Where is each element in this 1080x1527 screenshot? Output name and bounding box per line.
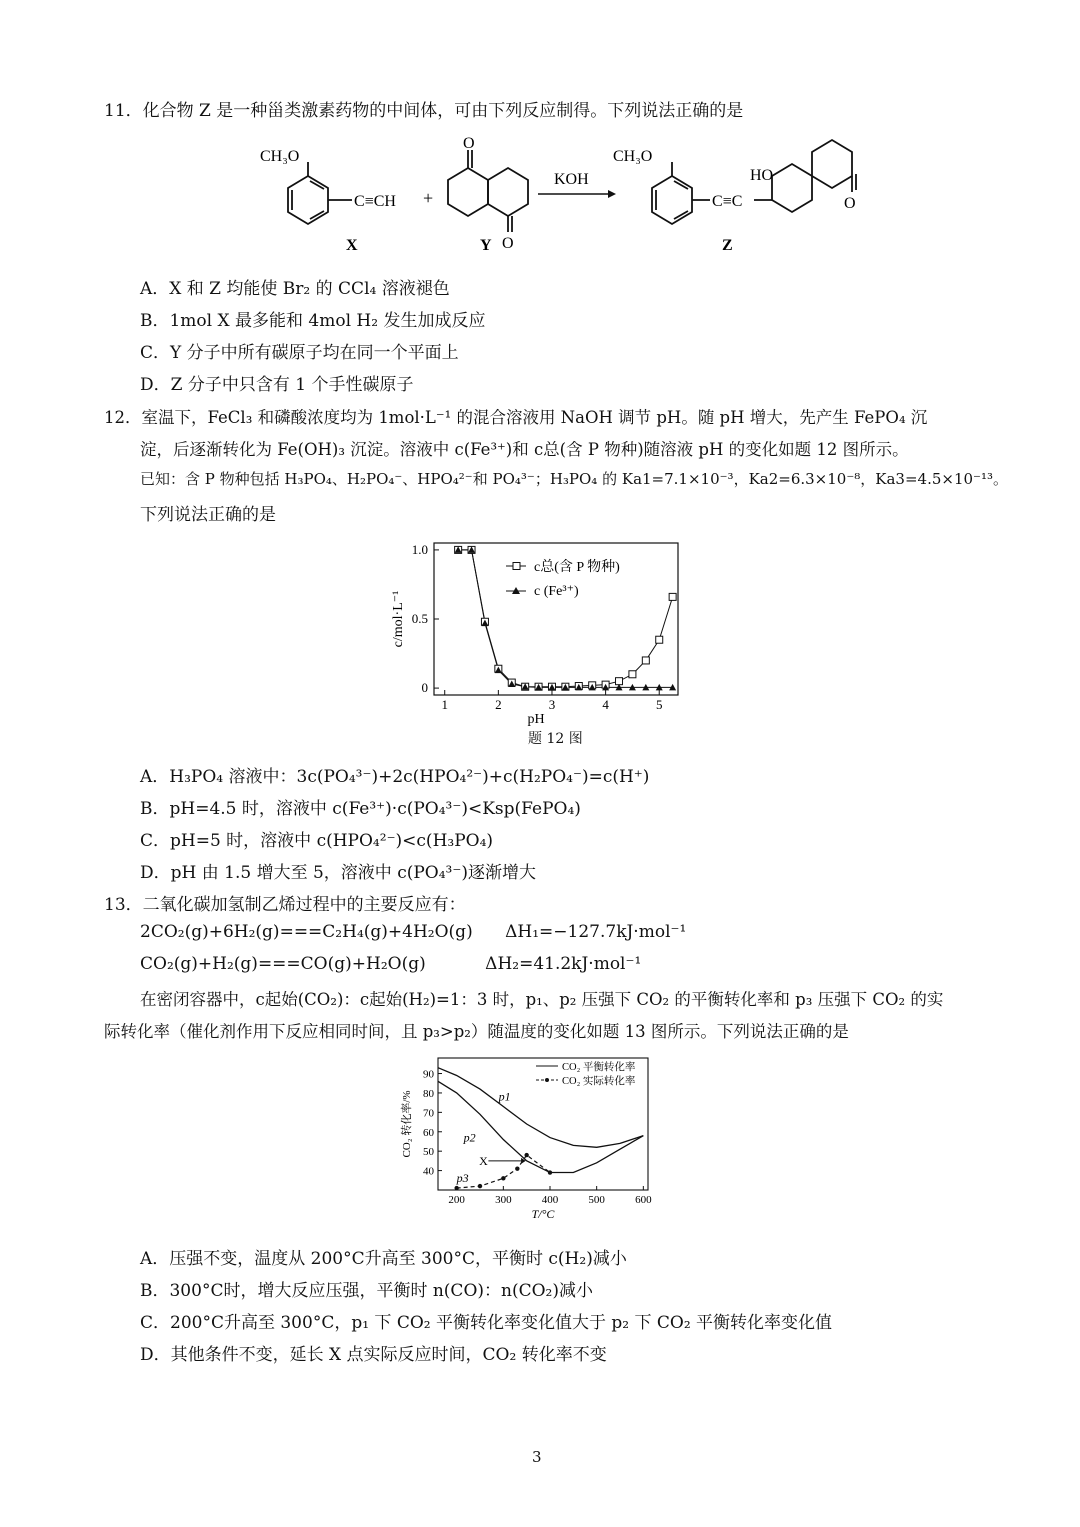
- q13-option-b: B．300°C时，增大反应压强，平衡时 n(CO)：n(CO₂)减小: [140, 1281, 593, 1301]
- x-tick-label: 600: [635, 1194, 652, 1206]
- p-total-point: [616, 678, 623, 685]
- q13-line-1: 13．二氧化碳加氢制乙烯过程中的主要反应有：: [104, 895, 466, 915]
- page-number: 3: [532, 1448, 542, 1466]
- chart-12: [370, 535, 690, 750]
- legend-act-marker: [545, 1078, 549, 1082]
- y-tick-label: 1.0: [411, 541, 428, 557]
- p3-point: [478, 1184, 482, 1188]
- q11-option-c: C．Y 分子中所有碳原子均在同一个平面上: [140, 343, 459, 363]
- methoxy-right: CH₃O: [613, 148, 653, 165]
- x-axis-label: T/°C: [531, 1207, 555, 1221]
- y-tick-label: 50: [423, 1146, 434, 1159]
- y-axis-label: CO₂ 转化率/%: [401, 1090, 413, 1158]
- p-total-point: [669, 593, 676, 600]
- q11-option-d: D．Z 分子中只含有 1 个手性碳原子: [140, 375, 414, 395]
- q13-reaction-1: 2CO₂(g)+6H₂(g)===C₂H₄(g)+4H₂O(g) ΔH₁=−127.7kJ·mol⁻¹: [140, 922, 687, 942]
- p-total-point: [629, 671, 636, 678]
- chart-13: [390, 1050, 690, 1230]
- x-tick-label: 200: [448, 1194, 465, 1206]
- y-tick-label: 70: [423, 1107, 434, 1120]
- y-tick-label: 40: [423, 1165, 434, 1178]
- q11-option-a: A．X 和 Z 均能使 Br₂ 的 CCl₄ 溶液褪色: [140, 279, 450, 299]
- q12-option-d: D．pH 由 1.5 增大至 5，溶液中 c(PO₄³⁻)逐渐增大: [140, 863, 536, 883]
- x-axis-label: pH: [527, 712, 545, 727]
- x-tick-label: 400: [541, 1194, 559, 1206]
- q13-option-a: A．压强不变，温度从 200°C升高至 300°C，平衡时 c(H₂)减小: [140, 1249, 627, 1269]
- p3-point: [515, 1166, 519, 1170]
- q13-reaction-2: CO₂(g)+H₂(g)===CO(g)+H₂O(g) ΔH₂=41.2kJ·mol⁻¹: [140, 954, 642, 974]
- p3-point: [501, 1176, 505, 1180]
- y-tick-label: 80: [423, 1087, 434, 1100]
- x-tick-label: 500: [588, 1194, 605, 1206]
- z-hydroxy: HO: [750, 167, 774, 184]
- legend-p-marker: [513, 563, 520, 570]
- methoxy-left: CH₃O: [260, 148, 300, 165]
- q13-line-5: 际转化率（催化剂作用下反应相同时间，且 p₃>p₂）随温度的变化如题 13 图所示。下列说法正确的是: [104, 1022, 849, 1041]
- p3-point: [548, 1170, 552, 1174]
- p3-curve: [457, 1155, 550, 1188]
- q12-caption: 题 12 图: [528, 731, 583, 747]
- q12-line-4: 下列说法正确的是: [140, 505, 276, 525]
- y-oxygen-bottom: O: [502, 235, 514, 252]
- plus-sign: +: [423, 188, 434, 208]
- q11-option-b: B．1mol X 最多能和 4mol H₂ 发生加成反应: [140, 311, 486, 331]
- q13-option-c: C．200°C升高至 300°C，p₁ 下 CO₂ 平衡转化率变化值大于 p₂ 下 CO₂ 平衡转化率变化值: [140, 1313, 833, 1333]
- q12-option-c: C．pH=5 时，溶液中 c(HPO₄²⁻)<c(H₃PO₄): [140, 831, 494, 851]
- q11-reaction-scheme: [240, 128, 880, 258]
- p-total-point: [656, 636, 663, 643]
- compound-y-structure: [448, 150, 528, 232]
- q11-stem: 11．化合物 Z 是一种甾类激素药物的中间体，可由下列反应制得。下列说法正确的是: [104, 101, 744, 121]
- y-tick-label: 60: [423, 1126, 434, 1139]
- legend-fe-label: c (Fe³⁺): [534, 584, 579, 599]
- label-z: Z: [722, 237, 733, 254]
- q12-option-a: A．H₃PO₄ 溶液中：3c(PO₄³⁻)+2c(HPO₄²⁻)+c(H₂PO₄⁻)=c(H⁺): [140, 767, 650, 787]
- x-point-label: X: [479, 1153, 488, 1168]
- y-oxygen-top: O: [463, 135, 475, 152]
- x-tick-label: 5: [655, 697, 663, 712]
- p-total-point: [642, 657, 649, 664]
- legend-p-label: c总(含 P 物种): [534, 560, 620, 575]
- q13-line-4: 在密闭容器中，c起始(CO₂)：c起始(H₂)=1：3 时，p₁、p₂ 压强下 CO₂ 的平衡转化率和 p₃ 压强下 CO₂ 的实: [140, 990, 944, 1009]
- q12-line-1: 12．室温下，FeCl₃ 和磷酸浓度均为 1mol·L⁻¹ 的混合溶液用 NaOH 调节 pH。随 pH 增大，先产生 FePO₄ 沉: [104, 408, 928, 427]
- p2-label: p2: [463, 1130, 476, 1145]
- q12-line-2: 淀，后逐渐转化为 Fe(OH)₃ 沉淀。溶液中 c(Fe³⁺)和 c总(含 P 物种)随溶液 pH 的变化如题 12 图所示。: [140, 440, 909, 459]
- label-y: Y: [480, 237, 492, 254]
- legend-act-label: CO₂ 实际转化率: [562, 1076, 636, 1087]
- y-tick-label: 0: [421, 680, 428, 696]
- p1-label: p1: [498, 1089, 511, 1104]
- compound-x-structure: [288, 162, 352, 224]
- p3-label: p3: [456, 1171, 469, 1186]
- alkyne-right: C≡C: [712, 193, 743, 210]
- p3-point: [524, 1153, 528, 1157]
- x-tick-label: 1: [441, 697, 448, 712]
- legend-eq-label: CO₂ 平衡转化率: [562, 1062, 636, 1073]
- q12-line-3: 已知：含 P 物种包括 H₃PO₄、H₂PO₄⁻、HPO₄²⁻和 PO₄³⁻；H₃PO₄ 的 Ka1=7.1×10⁻³，Ka2=6.3×10⁻⁸，Ka3=4.5×10⁻¹³。: [140, 470, 1008, 488]
- x-tick-label: 4: [602, 697, 609, 712]
- x-tick-label: 3: [548, 697, 556, 712]
- q13-option-d: D．其他条件不变，延长 X 点实际反应时间，CO₂ 转化率不变: [140, 1345, 607, 1365]
- y-tick-label: 0.5: [411, 611, 428, 626]
- y-tick-label: 90: [423, 1068, 434, 1081]
- q12-option-b: B．pH=4.5 时，溶液中 c(Fe³⁺)·c(PO₄³⁻)<Ksp(FePO₄): [140, 799, 581, 819]
- x-tick-label: 300: [495, 1194, 512, 1206]
- label-x: X: [346, 237, 358, 254]
- x-tick-label: 2: [495, 697, 502, 712]
- p2-curve: [438, 1081, 643, 1172]
- reagent-koh: KOH: [554, 171, 589, 188]
- y-axis-label: c/mol·L⁻¹: [391, 590, 406, 648]
- z-oxygen: O: [844, 195, 856, 212]
- alkyne-left: C≡CH: [354, 193, 396, 210]
- p3-point: [454, 1186, 458, 1190]
